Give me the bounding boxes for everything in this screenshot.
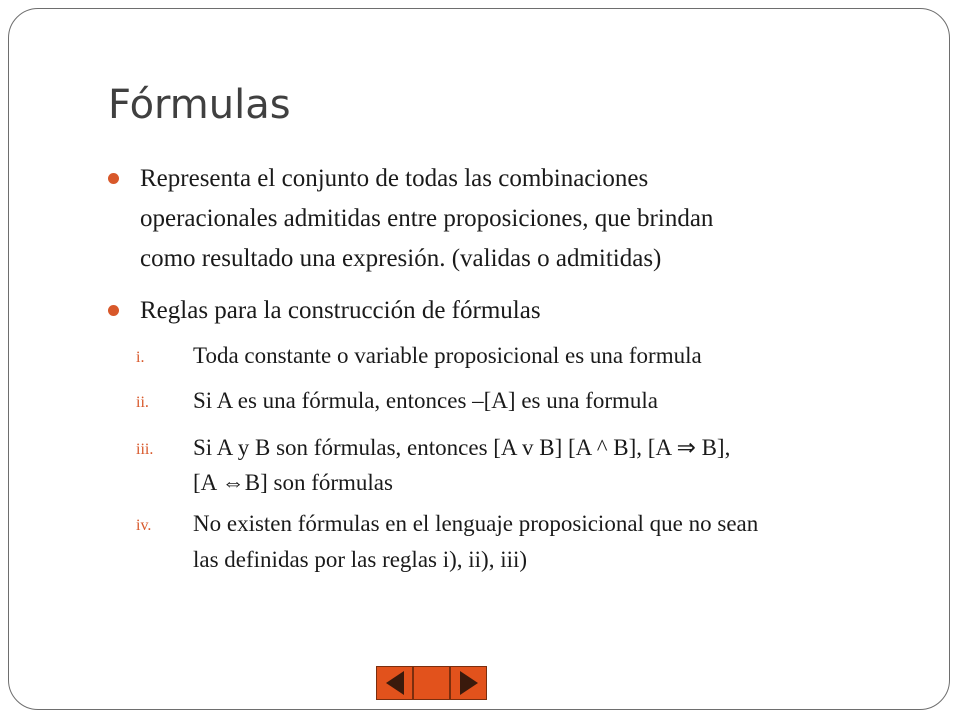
rule-number: iv.	[136, 517, 152, 534]
rule-number: ii.	[136, 394, 149, 411]
rule-text-line: No existen fórmulas en el lenguaje proposicional que no sean	[193, 511, 759, 536]
home-slide-button[interactable]	[413, 666, 450, 700]
rule-number: i.	[136, 349, 145, 366]
triangle-left-icon	[384, 670, 406, 696]
bullet-dot-icon	[108, 173, 119, 184]
next-slide-button[interactable]	[450, 666, 487, 700]
bullet-dot-icon	[108, 305, 119, 316]
rule-text-segment: [A	[193, 470, 222, 495]
slide-title: Fórmulas	[108, 82, 291, 128]
rule-text-line: las definidas por las reglas i), ii), iii)	[193, 547, 528, 572]
rule-text-segment: Si A y B son fórmulas, entonces [A v B] [A ^ B], [A	[193, 435, 677, 460]
bullet-text-line: operacionales admitidas entre proposiciones, que brindan	[140, 205, 714, 232]
rule-text-segment: B] son fórmulas	[244, 470, 393, 495]
rule-text-line	[193, 466, 393, 500]
triangle-right-icon	[458, 670, 480, 696]
rule-text-line: Si A es una fórmula, entonces –[A] es una formula	[193, 388, 658, 413]
iff-symbol-icon: ⇔	[221, 470, 245, 495]
bullet-text-line: Reglas para la construcción de fórmulas	[140, 297, 541, 324]
rule-number: iii.	[136, 441, 154, 458]
rule-text-segment: B],	[695, 435, 731, 460]
bullet-text-line: como resultado una expresión. (validas o admitidas)	[140, 245, 662, 272]
rule-text-line	[193, 431, 730, 465]
rule-text-line: Toda constante o variable proposicional es una formula	[193, 343, 702, 368]
slide-navigation	[376, 666, 488, 700]
previous-slide-button[interactable]	[376, 666, 413, 700]
bullet-text-line: Representa el conjunto de todas las combinaciones	[140, 165, 649, 192]
implies-symbol-icon: ⇒	[676, 435, 696, 460]
